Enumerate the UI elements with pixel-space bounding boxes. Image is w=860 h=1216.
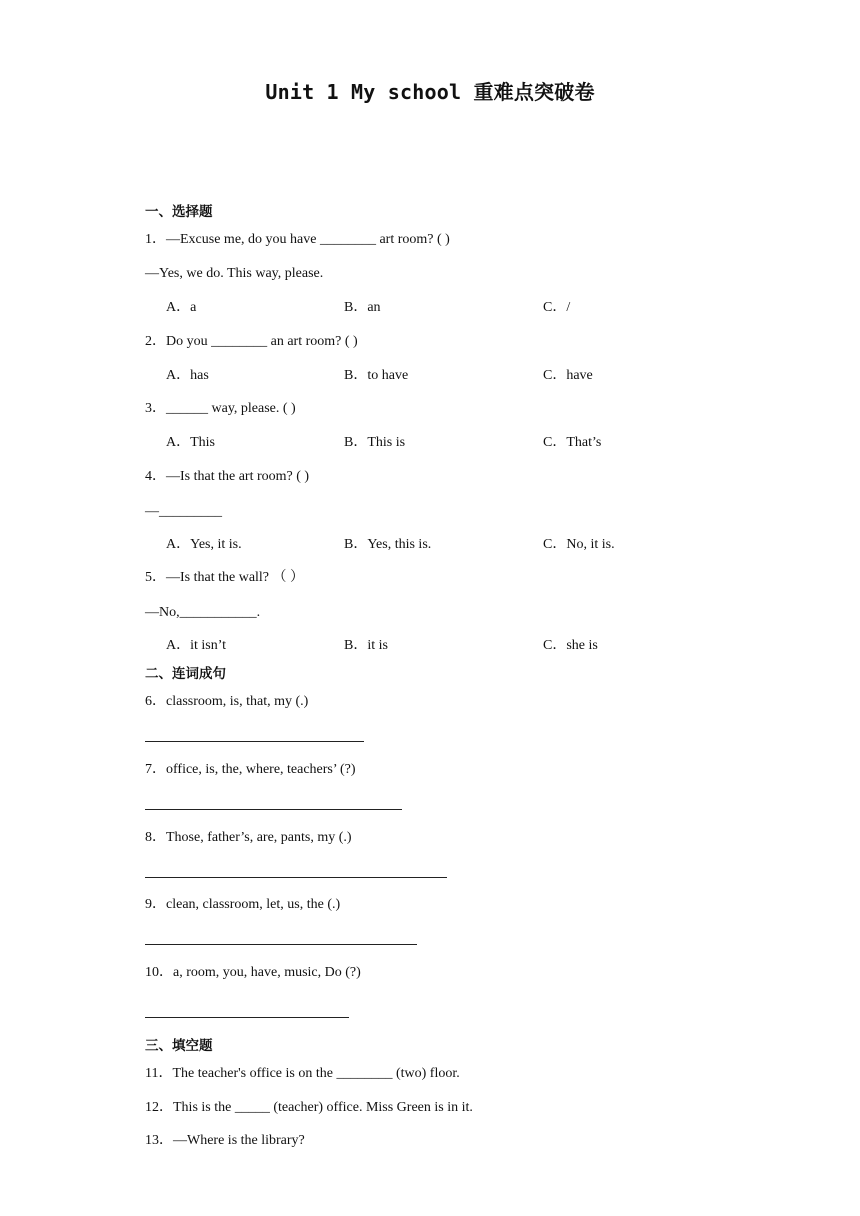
question-2-stem: 2．Do you ________ an art room? ( ) [145,334,358,349]
question-1-reply: —Yes, we do. This way, please. [145,266,324,281]
section-heading-word-order: 二、连词成句 [145,666,226,682]
question-3-option-b: B．This is [344,435,406,450]
question-3-option-c: C．That’s [543,435,602,450]
question-5-option-b: B．it is [344,638,388,653]
question-2-option-a: A．has [166,368,209,383]
question-13-text: 13．—Where is the library? [145,1133,305,1148]
question-12-text: 12．This is the _____ (teacher) office. Miss Green is in it. [145,1100,473,1115]
question-1-stem: 1．—Excuse me, do you have ________ art room? ( ) [145,232,450,247]
question-2-option-c: C．have [543,368,593,383]
question-10-prompt: 10．a, room, you, have, music, Do (?) [145,965,361,980]
section-heading-multiple-choice: 一、选择题 [145,204,213,220]
answer-line-10[interactable] [145,1017,349,1018]
answer-line-9[interactable] [145,944,417,945]
question-4-option-c: C．No, it is. [543,537,615,552]
question-3-stem: 3．______ way, please. ( ) [145,401,296,416]
question-4-reply: —_________ [145,504,222,519]
question-3-option-a: A．This [166,435,215,450]
question-5-reply: —No,___________. [145,605,261,620]
question-1-option-a: A．a [166,300,197,315]
question-1-option-b: B．an [344,300,381,315]
question-4-stem: 4．—Is that the art room? ( ) [145,469,310,484]
question-7-prompt: 7．office, is, the, where, teachers’ (?) [145,762,356,777]
question-2-option-b: B．to have [344,368,409,383]
question-5-option-a: A．it isn’t [166,638,227,653]
question-6-prompt: 6．classroom, is, that, my (.) [145,694,309,709]
page-title: Unit 1 My school 重难点突破卷 [265,80,595,104]
question-5-stem: 5．—Is that the wall? （ ） [145,570,305,585]
section-heading-fill-in: 三、填空题 [145,1038,213,1054]
question-8-prompt: 8．Those, father’s, are, pants, my (.) [145,830,352,845]
question-1-option-c: C．/ [543,300,571,315]
answer-line-6[interactable] [145,741,364,742]
answer-line-7[interactable] [145,809,402,810]
question-11-text: 11．The teacher's office is on the ________ (two) floor. [145,1066,460,1081]
question-4-option-b: B．Yes, this is. [344,537,432,552]
question-4-option-a: A．Yes, it is. [166,537,242,552]
question-5-option-c: C．she is [543,638,598,653]
question-9-prompt: 9．clean, classroom, let, us, the (.) [145,897,341,912]
answer-line-8[interactable] [145,877,447,878]
